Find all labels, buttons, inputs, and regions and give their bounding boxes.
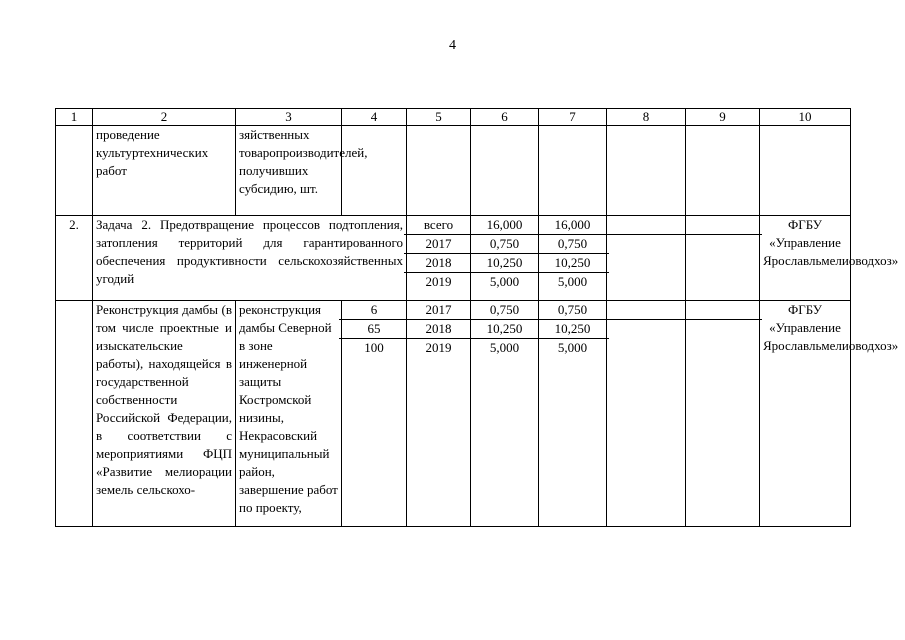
row-number-cell (56, 126, 93, 216)
row-number-cell (56, 301, 93, 527)
amount-value: 10,250 (536, 254, 609, 273)
empty-stack (686, 301, 760, 527)
year-stack (407, 216, 471, 301)
task-description: Задача 2. Предотвращение процессов подтопления, затопления территорий для гарантированного обеспечения продуктивности сельскохозяйственных угодий (93, 216, 407, 301)
empty-subcell (604, 235, 688, 253)
year-value: 2018 (404, 254, 473, 273)
empty-subcell (683, 235, 762, 253)
table-row (56, 126, 851, 216)
amount-value: 5,000 (557, 274, 588, 289)
year-value: 2018 (404, 320, 473, 339)
amount-value: 5,000 (489, 274, 520, 289)
amount-value: 0,750 (468, 301, 541, 320)
value-cell (342, 126, 407, 216)
year-value: 2017 (404, 235, 473, 254)
amount-stack (471, 301, 539, 527)
executor-cell: ФГБУ «Управление Ярославльмелиоводхоз» (760, 301, 851, 527)
amount-value: 16,000 (536, 216, 609, 235)
year-value: всего (404, 216, 473, 235)
activity-cell: Реконструкция дамбы (в том числе проектные и изыскательские работы), находящейся в государственной собственности Российской Федерации, в соответствии с мероприятиями ФЦП «Развитие мелиорации земель сельскохо- (93, 301, 236, 527)
amount-cell (539, 126, 607, 216)
header-cell: 1 (56, 109, 93, 126)
indicator-value: 6 (339, 301, 409, 320)
empty-subcell (683, 301, 762, 320)
task-number: 2. (56, 216, 93, 301)
empty-stack (686, 216, 760, 301)
task-row (56, 216, 851, 301)
year-value: 2019 (425, 274, 452, 289)
activity-cell: проведение культуртехнических работ (93, 126, 236, 216)
executor-cell (760, 126, 851, 216)
empty-subcell (604, 301, 688, 320)
indicator-cell: зяйственных товаропроизводителей, получивших субсидию, шт. (236, 126, 342, 216)
amount-stack (539, 301, 607, 527)
empty-stack (607, 301, 686, 527)
header-cell: 3 (236, 109, 342, 126)
header-cell: 8 (607, 109, 686, 126)
amount-value: 10,250 (468, 320, 541, 339)
amount-value: 5,000 (557, 340, 588, 355)
header-cell: 6 (471, 109, 539, 126)
value-stack (342, 301, 407, 527)
year-stack (407, 301, 471, 527)
amount-value: 0,750 (536, 301, 609, 320)
empty-subcell (604, 320, 688, 338)
amount-stack (471, 216, 539, 301)
empty-cell (686, 126, 760, 216)
header-cell: 5 (407, 109, 471, 126)
year-value: 2017 (404, 301, 473, 320)
header-cell: 9 (686, 109, 760, 126)
amount-value: 10,250 (468, 254, 541, 273)
empty-cell (607, 126, 686, 216)
measure-row (56, 301, 851, 527)
amount-value: 0,750 (536, 235, 609, 254)
amount-value: 5,000 (489, 340, 520, 355)
indicator-value: 65 (339, 320, 409, 339)
executor-cell: ФГБУ «Управление Ярославльмелиоводхоз» (760, 216, 851, 301)
amount-value: 0,750 (468, 235, 541, 254)
indicator-cell: реконструкция дамбы Северной в зоне инженерной защиты Костромской низины, Некрасовский муниципальный район, завершение работ по проекту, (236, 301, 342, 527)
empty-subcell (683, 216, 762, 235)
header-cell: 2 (93, 109, 236, 126)
header-cell: 7 (539, 109, 607, 126)
program-activities-table (55, 108, 899, 527)
year-cell (407, 126, 471, 216)
empty-stack (607, 216, 686, 301)
indicator-value: 100 (364, 340, 384, 355)
empty-subcell (604, 216, 688, 235)
header-row (56, 109, 851, 126)
amount-value: 10,250 (536, 320, 609, 339)
empty-subcell (683, 320, 762, 338)
header-cell: 4 (342, 109, 407, 126)
year-value: 2019 (425, 340, 452, 355)
amount-stack (539, 216, 607, 301)
header-cell: 10 (760, 109, 851, 126)
amount-value: 16,000 (468, 216, 541, 235)
amount-cell (471, 126, 539, 216)
page-number: 4 (449, 38, 456, 53)
